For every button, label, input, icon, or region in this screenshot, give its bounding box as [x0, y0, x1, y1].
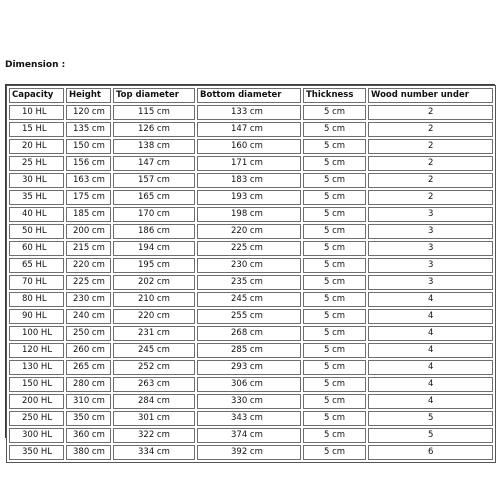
- cell-wood-number: 2: [368, 190, 493, 205]
- cell-top-diameter: 245 cm: [113, 343, 195, 358]
- section-heading: Dimension :: [5, 60, 66, 70]
- cell-height: 200 cm: [66, 224, 111, 239]
- header-capacity: Capacity: [9, 88, 64, 103]
- cell-height: 185 cm: [66, 207, 111, 222]
- cell-capacity: 90 HL: [9, 309, 64, 324]
- header-thickness: Thickness: [303, 88, 366, 103]
- cell-capacity: 25 HL: [9, 156, 64, 171]
- header-top-diameter: Top diameter: [113, 88, 195, 103]
- cell-top-diameter: 301 cm: [113, 411, 195, 426]
- cell-thickness: 5 cm: [303, 411, 366, 426]
- table-row: [9, 275, 493, 290]
- cell-wood-number: 2: [368, 139, 493, 154]
- table-row: [9, 326, 493, 341]
- table-row: [9, 258, 493, 273]
- cell-wood-number: 4: [368, 343, 493, 358]
- cell-top-diameter: 252 cm: [113, 360, 195, 375]
- table-row: [9, 156, 493, 171]
- cell-height: 240 cm: [66, 309, 111, 324]
- cell-capacity: 120 HL: [9, 343, 64, 358]
- cell-capacity: 65 HL: [9, 258, 64, 273]
- cell-bottom-diameter: 183 cm: [197, 173, 301, 188]
- cell-bottom-diameter: 193 cm: [197, 190, 301, 205]
- cell-thickness: 5 cm: [303, 122, 366, 137]
- header-bottom-diameter: Bottom diameter: [197, 88, 301, 103]
- table-row: [9, 411, 493, 426]
- cell-height: 350 cm: [66, 411, 111, 426]
- cell-top-diameter: 170 cm: [113, 207, 195, 222]
- cell-bottom-diameter: 268 cm: [197, 326, 301, 341]
- cell-thickness: 5 cm: [303, 445, 366, 460]
- cell-thickness: 5 cm: [303, 224, 366, 239]
- table-row: [9, 428, 493, 443]
- table-row: [9, 343, 493, 358]
- cell-wood-number: 3: [368, 224, 493, 239]
- cell-thickness: 5 cm: [303, 105, 366, 120]
- cell-bottom-diameter: 230 cm: [197, 258, 301, 273]
- table-row: [9, 173, 493, 188]
- table-row: [9, 377, 493, 392]
- cell-top-diameter: 220 cm: [113, 309, 195, 324]
- cell-height: 163 cm: [66, 173, 111, 188]
- cell-bottom-diameter: 293 cm: [197, 360, 301, 375]
- cell-bottom-diameter: 160 cm: [197, 139, 301, 154]
- cell-thickness: 5 cm: [303, 258, 366, 273]
- cell-wood-number: 4: [368, 394, 493, 409]
- table-row: [9, 190, 493, 205]
- cell-thickness: 5 cm: [303, 394, 366, 409]
- cell-top-diameter: 263 cm: [113, 377, 195, 392]
- table-row: [9, 241, 493, 256]
- cell-top-diameter: 138 cm: [113, 139, 195, 154]
- cell-bottom-diameter: 343 cm: [197, 411, 301, 426]
- cell-bottom-diameter: 235 cm: [197, 275, 301, 290]
- cell-wood-number: 5: [368, 411, 493, 426]
- cell-top-diameter: 284 cm: [113, 394, 195, 409]
- cell-top-diameter: 194 cm: [113, 241, 195, 256]
- table-row: [9, 445, 493, 460]
- table-row: [9, 122, 493, 137]
- cell-height: 150 cm: [66, 139, 111, 154]
- table-row: [9, 360, 493, 375]
- cell-height: 175 cm: [66, 190, 111, 205]
- cell-thickness: 5 cm: [303, 377, 366, 392]
- cell-capacity: 80 HL: [9, 292, 64, 307]
- cell-top-diameter: 147 cm: [113, 156, 195, 171]
- cell-thickness: 5 cm: [303, 173, 366, 188]
- cell-capacity: 70 HL: [9, 275, 64, 290]
- cell-capacity: 10 HL: [9, 105, 64, 120]
- cell-height: 380 cm: [66, 445, 111, 460]
- table-row: [9, 207, 493, 222]
- cell-wood-number: 4: [368, 326, 493, 341]
- cell-height: 135 cm: [66, 122, 111, 137]
- table-row: [9, 139, 493, 154]
- header-wood-number: Wood number under: [368, 88, 493, 103]
- cell-capacity: 15 HL: [9, 122, 64, 137]
- cell-thickness: 5 cm: [303, 326, 366, 341]
- table-frame: [5, 84, 495, 457]
- cell-height: 120 cm: [66, 105, 111, 120]
- cell-height: 310 cm: [66, 394, 111, 409]
- cell-thickness: 5 cm: [303, 309, 366, 324]
- cell-wood-number: 4: [368, 360, 493, 375]
- cell-thickness: 5 cm: [303, 241, 366, 256]
- table-row: [9, 224, 493, 239]
- table-row: [9, 394, 493, 409]
- cell-thickness: 5 cm: [303, 190, 366, 205]
- cell-bottom-diameter: 330 cm: [197, 394, 301, 409]
- cell-wood-number: 5: [368, 428, 493, 443]
- cell-bottom-diameter: 147 cm: [197, 122, 301, 137]
- cell-capacity: 130 HL: [9, 360, 64, 375]
- cell-height: 360 cm: [66, 428, 111, 443]
- cell-capacity: 100 HL: [9, 326, 64, 341]
- cell-capacity: 30 HL: [9, 173, 64, 188]
- cell-bottom-diameter: 374 cm: [197, 428, 301, 443]
- cell-capacity: 200 HL: [9, 394, 64, 409]
- cell-bottom-diameter: 133 cm: [197, 105, 301, 120]
- cell-bottom-diameter: 220 cm: [197, 224, 301, 239]
- cell-bottom-diameter: 245 cm: [197, 292, 301, 307]
- cell-top-diameter: 157 cm: [113, 173, 195, 188]
- cell-thickness: 5 cm: [303, 360, 366, 375]
- cell-capacity: 250 HL: [9, 411, 64, 426]
- cell-capacity: 300 HL: [9, 428, 64, 443]
- cell-top-diameter: 202 cm: [113, 275, 195, 290]
- cell-height: 265 cm: [66, 360, 111, 375]
- cell-wood-number: 2: [368, 173, 493, 188]
- cell-top-diameter: 210 cm: [113, 292, 195, 307]
- table-row: [9, 292, 493, 307]
- cell-top-diameter: 126 cm: [113, 122, 195, 137]
- cell-wood-number: 3: [368, 275, 493, 290]
- cell-bottom-diameter: 198 cm: [197, 207, 301, 222]
- cell-capacity: 40 HL: [9, 207, 64, 222]
- cell-bottom-diameter: 255 cm: [197, 309, 301, 324]
- cell-capacity: 60 HL: [9, 241, 64, 256]
- cell-height: 220 cm: [66, 258, 111, 273]
- cell-wood-number: 4: [368, 309, 493, 324]
- cell-top-diameter: 195 cm: [113, 258, 195, 273]
- cell-height: 250 cm: [66, 326, 111, 341]
- cell-capacity: 35 HL: [9, 190, 64, 205]
- cell-thickness: 5 cm: [303, 156, 366, 171]
- table-row: [9, 105, 493, 120]
- cell-height: 280 cm: [66, 377, 111, 392]
- cell-wood-number: 2: [368, 156, 493, 171]
- cell-bottom-diameter: 285 cm: [197, 343, 301, 358]
- table-row: [9, 309, 493, 324]
- cell-bottom-diameter: 171 cm: [197, 156, 301, 171]
- cell-thickness: 5 cm: [303, 275, 366, 290]
- cell-thickness: 5 cm: [303, 343, 366, 358]
- cell-top-diameter: 115 cm: [113, 105, 195, 120]
- cell-wood-number: 3: [368, 207, 493, 222]
- cell-wood-number: 6: [368, 445, 493, 460]
- cell-thickness: 5 cm: [303, 139, 366, 154]
- cell-height: 230 cm: [66, 292, 111, 307]
- cell-capacity: 150 HL: [9, 377, 64, 392]
- cell-wood-number: 2: [368, 105, 493, 120]
- cell-thickness: 5 cm: [303, 428, 366, 443]
- table-header-row: [9, 88, 493, 103]
- cell-thickness: 5 cm: [303, 292, 366, 307]
- cell-capacity: 350 HL: [9, 445, 64, 460]
- cell-wood-number: 4: [368, 292, 493, 307]
- cell-wood-number: 3: [368, 241, 493, 256]
- cell-height: 215 cm: [66, 241, 111, 256]
- cell-capacity: 50 HL: [9, 224, 64, 239]
- cell-height: 225 cm: [66, 275, 111, 290]
- cell-wood-number: 2: [368, 122, 493, 137]
- cell-top-diameter: 165 cm: [113, 190, 195, 205]
- cell-bottom-diameter: 392 cm: [197, 445, 301, 460]
- cell-thickness: 5 cm: [303, 207, 366, 222]
- cell-top-diameter: 334 cm: [113, 445, 195, 460]
- cell-bottom-diameter: 225 cm: [197, 241, 301, 256]
- header-height: Height: [66, 88, 111, 103]
- cell-top-diameter: 186 cm: [113, 224, 195, 239]
- cell-bottom-diameter: 306 cm: [197, 377, 301, 392]
- cell-height: 260 cm: [66, 343, 111, 358]
- cell-top-diameter: 322 cm: [113, 428, 195, 443]
- cell-wood-number: 3: [368, 258, 493, 273]
- cell-capacity: 20 HL: [9, 139, 64, 154]
- cell-height: 156 cm: [66, 156, 111, 171]
- dimension-table: [6, 85, 496, 463]
- cell-wood-number: 4: [368, 377, 493, 392]
- cell-top-diameter: 231 cm: [113, 326, 195, 341]
